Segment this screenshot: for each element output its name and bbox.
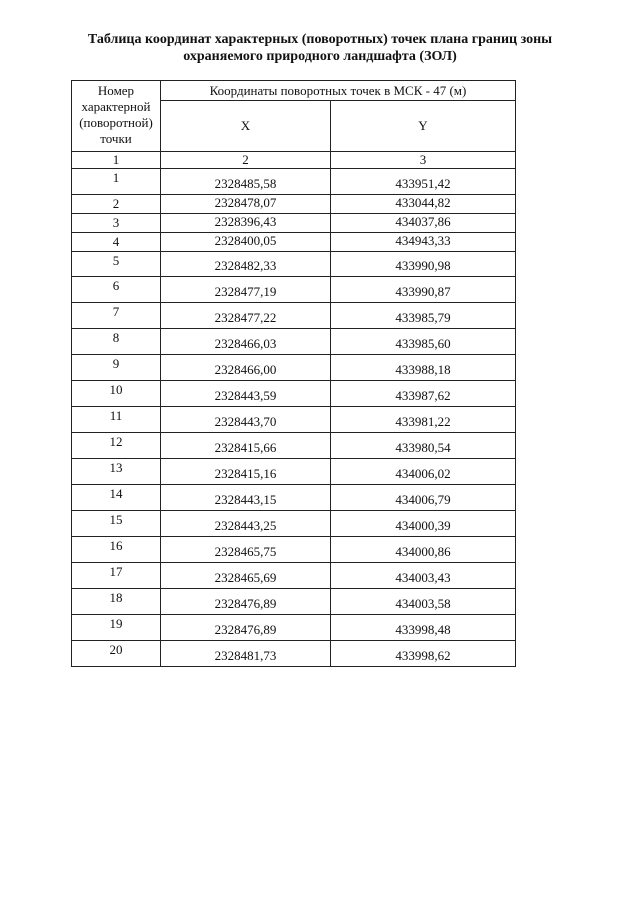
table-row [72, 537, 516, 563]
point-number-cell: 4 [72, 233, 161, 252]
point-number-cell: 8 [72, 329, 161, 355]
column-index-cell: 2 [161, 152, 331, 169]
y-coordinate-cell: 434037,86 [331, 214, 516, 233]
point-number-cell: 15 [72, 511, 161, 537]
x-coordinate-cell: 2328485,58 [161, 169, 331, 195]
column-index-cell: 1 [72, 152, 161, 169]
y-coordinate-cell: 434943,33 [331, 233, 516, 252]
x-coordinate-cell: 2328476,89 [161, 589, 331, 615]
y-coordinate-cell: 433985,79 [331, 303, 516, 329]
point-number-header-line: Номер [97, 83, 135, 98]
x-coordinate-cell: 2328400,05 [161, 233, 331, 252]
y-coordinate-cell: 433988,18 [331, 355, 516, 381]
x-coordinate-cell: 2328443,70 [161, 407, 331, 433]
x-coordinate-cell: 2328477,22 [161, 303, 331, 329]
point-number-cell: 7 [72, 303, 161, 329]
point-number-header-line: характерной [81, 99, 151, 114]
point-number-cell: 20 [72, 641, 161, 667]
point-number-header-line: (поворотной) [79, 115, 153, 130]
y-column-header: Y [331, 101, 516, 152]
point-number-cell: 12 [72, 433, 161, 459]
table-row [72, 563, 516, 589]
point-number-cell: 13 [72, 459, 161, 485]
y-coordinate-cell: 434003,43 [331, 563, 516, 589]
table-row [72, 381, 516, 407]
y-coordinate-cell: 433981,22 [331, 407, 516, 433]
point-number-cell: 9 [72, 355, 161, 381]
x-coordinate-cell: 2328482,33 [161, 252, 331, 277]
table-row [72, 277, 516, 303]
point-number-header-line: точки [100, 131, 132, 146]
column-index-row [72, 152, 516, 169]
document-title-line-1: Таблица координат характерных (поворотных) точек плана границ зоны [87, 32, 553, 47]
point-number-cell: 14 [72, 485, 161, 511]
point-number-cell: 17 [72, 563, 161, 589]
y-coordinate-cell: 433990,87 [331, 277, 516, 303]
y-coordinate-cell: 434000,86 [331, 537, 516, 563]
point-number-cell: 16 [72, 537, 161, 563]
y-coordinate-cell: 433998,48 [331, 615, 516, 641]
y-coordinate-cell: 434006,02 [331, 459, 516, 485]
table-row [72, 511, 516, 537]
y-coordinate-cell: 433951,42 [331, 169, 516, 195]
table-row [72, 485, 516, 511]
x-coordinate-cell: 2328396,43 [161, 214, 331, 233]
table-row [72, 214, 516, 233]
x-coordinate-cell: 2328478,07 [161, 195, 331, 214]
point-number-cell: 11 [72, 407, 161, 433]
point-number-cell: 6 [72, 277, 161, 303]
point-number-cell: 19 [72, 615, 161, 641]
table-row [72, 459, 516, 485]
x-coordinate-cell: 2328481,73 [161, 641, 331, 667]
column-index-cell: 3 [331, 152, 516, 169]
point-number-cell: 1 [72, 169, 161, 195]
y-coordinate-cell: 433980,54 [331, 433, 516, 459]
x-coordinate-cell: 2328415,66 [161, 433, 331, 459]
document-title-line-2: охраняемого природного ландшафта (ЗОЛ) [183, 49, 457, 64]
x-coordinate-cell: 2328443,15 [161, 485, 331, 511]
document-title [40, 31, 600, 65]
table-row [72, 615, 516, 641]
table-row [72, 252, 516, 277]
x-coordinate-cell: 2328466,03 [161, 329, 331, 355]
x-coordinate-cell: 2328476,89 [161, 615, 331, 641]
x-coordinate-cell: 2328443,59 [161, 381, 331, 407]
table-row [72, 303, 516, 329]
coordinates-table [71, 80, 516, 667]
point-number-cell: 18 [72, 589, 161, 615]
y-coordinate-cell: 434003,58 [331, 589, 516, 615]
y-coordinate-cell: 433990,98 [331, 252, 516, 277]
table-row [72, 195, 516, 214]
table-row [72, 169, 516, 195]
x-coordinate-cell: 2328443,25 [161, 511, 331, 537]
y-coordinate-cell: 434006,79 [331, 485, 516, 511]
table-row [72, 329, 516, 355]
point-number-header [72, 81, 161, 152]
point-number-cell: 3 [72, 214, 161, 233]
y-coordinate-cell: 434000,39 [331, 511, 516, 537]
table-header-row [72, 81, 516, 101]
y-coordinate-cell: 433044,82 [331, 195, 516, 214]
table-row [72, 641, 516, 667]
point-number-cell: 2 [72, 195, 161, 214]
table-row [72, 589, 516, 615]
coordinates-caption-header: Координаты поворотных точек в МСК - 47 (м) [161, 81, 516, 101]
table-row [72, 355, 516, 381]
x-column-header: X [161, 101, 331, 152]
table-row [72, 407, 516, 433]
point-number-cell: 10 [72, 381, 161, 407]
x-coordinate-cell: 2328477,19 [161, 277, 331, 303]
x-coordinate-cell: 2328465,75 [161, 537, 331, 563]
table-row [72, 433, 516, 459]
point-number-cell: 5 [72, 252, 161, 277]
x-coordinate-cell: 2328466,00 [161, 355, 331, 381]
y-coordinate-cell: 433985,60 [331, 329, 516, 355]
x-coordinate-cell: 2328415,16 [161, 459, 331, 485]
y-coordinate-cell: 433987,62 [331, 381, 516, 407]
x-coordinate-cell: 2328465,69 [161, 563, 331, 589]
table-row [72, 233, 516, 252]
y-coordinate-cell: 433998,62 [331, 641, 516, 667]
